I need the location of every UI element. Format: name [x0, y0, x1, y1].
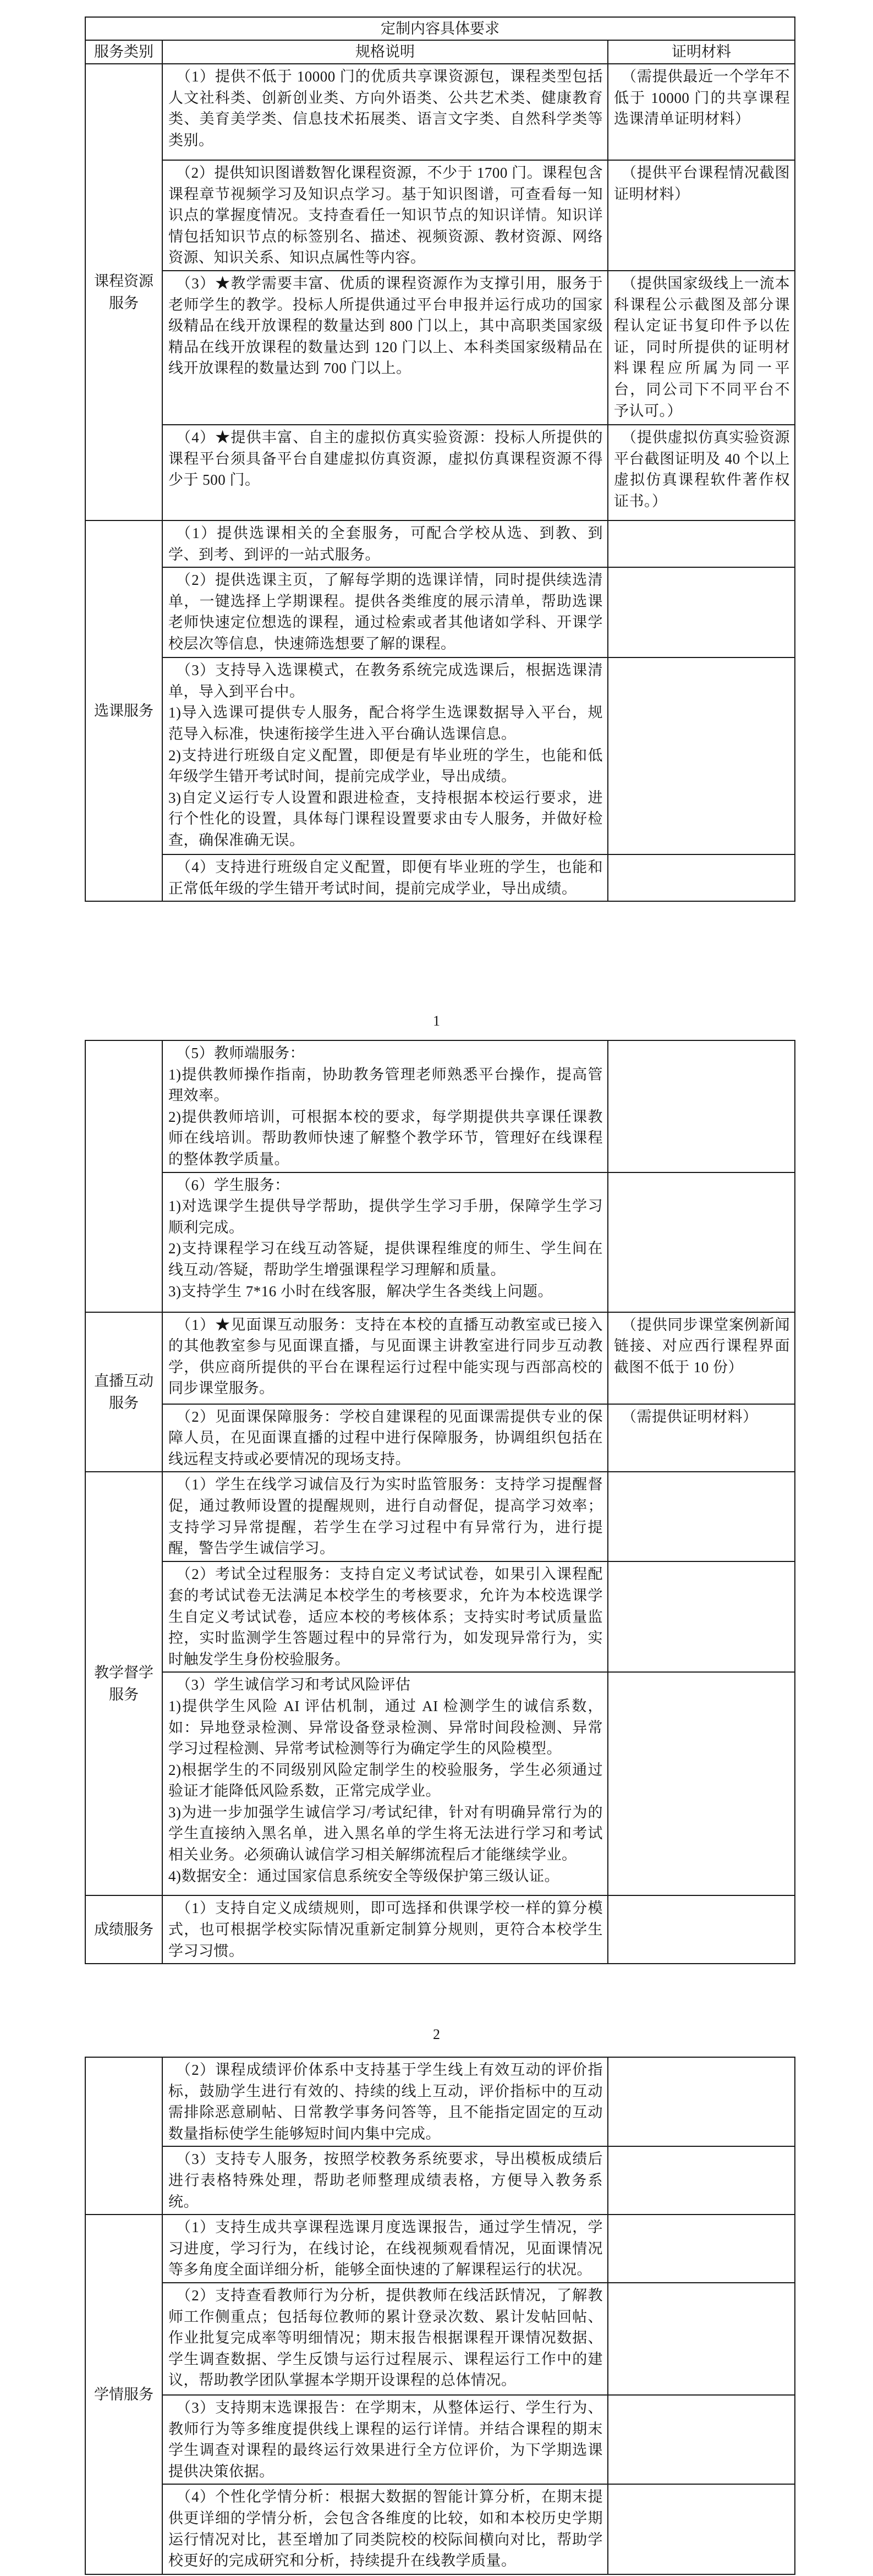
section-grades-continued — [86, 2058, 794, 2215]
category-cell: 成绩服务 — [86, 1896, 163, 1963]
table-row — [163, 1405, 794, 1472]
table-row — [163, 1313, 794, 1405]
table-row — [163, 2215, 794, 2283]
page-1-table — [85, 17, 795, 902]
table-row — [163, 568, 794, 658]
proof-cell — [608, 2147, 794, 2214]
col-header-category: 服务类别 — [86, 41, 163, 63]
spec-cell: （1）学生在线学习诚信及行为实时监管服务：支持学习提醒督促，通过教师设置的提醒规则，进行自动督促，提高学习效率；支持学习异常提醒，若学生在学习过程中有异常行为，进行提醒，警告学生诚信学习。 — [163, 1472, 608, 1561]
table-row — [163, 1173, 794, 1312]
spec-cell: （2）见面课保障服务：学校自建课程的见面课需提供专业的保障人员，在见面课直播的过程中进行保障服务，协调组织包括在线远程支持或必要情况的现场支持。 — [163, 1405, 608, 1472]
spec-cell: （2）提供知识图谱数智化课程资源，不少于 1700 门。课程包含课程章节视频学习及知识点学习。基于知识图谱，可查看每一知识点的掌握度情况。支持查看任一知识节点的知识详情。知识详情包括知识节点的标签别名、描述、视频资源、教材资源、网络资源、知识关系、知识点属性等内容。 — [163, 161, 608, 270]
category-cell: 学情服务 — [86, 2215, 163, 2574]
category-cell — [86, 1041, 163, 1312]
proof-cell — [608, 2215, 794, 2282]
proof-cell — [608, 1896, 794, 1963]
proof-cell — [608, 1041, 794, 1172]
proof-cell: （提供虚拟仿真实验资源平台截图证明及 40 个以上虚拟仿真课程软件著作权证书。） — [614, 429, 790, 509]
table-row — [163, 1472, 794, 1562]
proof-cell: （提供国家级线上一流本科课程公示截图及部分课程认定证书复印件予以佐证，同时所提供的证明材料课程应所属为同一平台，同公司下不同平台不予认可。） — [614, 275, 790, 419]
spec-cell: （3）支持专人服务，按照学校教务系统要求，导出模板成绩后进行表格特殊处理，帮助老师整理成绩表格，方便导入教务系统。 — [163, 2147, 608, 2214]
proof-cell — [608, 2396, 794, 2484]
table-row — [163, 425, 794, 520]
table-row — [163, 2058, 794, 2147]
spec-cell: （2）提供选课主页，了解每学期的选课详情，同时提供续选清单，一键选择上学期课程。提供各类维度的展示清单，帮助选课老师快速定位想选的课程，通过检索或者其他诸如学科、开课学校层次等信息，快速筛选想要了解的课程。 — [163, 568, 608, 657]
table-row — [163, 855, 794, 901]
col-header-evidence: 证明材料 — [672, 43, 731, 60]
section-live-interaction — [86, 1313, 794, 1473]
proof-cell — [608, 855, 794, 901]
proof-cell — [608, 2485, 794, 2574]
table-row — [163, 271, 794, 425]
proof-cell — [608, 1173, 794, 1312]
spec-cell: （4）个性化学情分析：根据大数据的智能计算分析，在期末提供更详细的学情分析，会包含各维度的比较，如和本校历史学期运行情况对比，甚至增加了同类院校的校际间横向对比，帮助学校更好的完成研究和分析，持续提升在线教学质量。 — [163, 2485, 608, 2574]
category-cell: 选课服务 — [86, 521, 163, 901]
section-course-selection-continued — [86, 1041, 794, 1313]
table-row — [163, 658, 794, 855]
section-course-resources — [86, 64, 794, 521]
spec-cell: （1）提供选课相关的全套服务，可配合学校从选、到教、到学、到考、到评的一站式服务。 — [163, 521, 608, 567]
proof-cell — [608, 2058, 794, 2146]
spec-cell: （3）★教学需要丰富、优质的课程资源作为支撑引用，服务于老师学生的教学。投标人所提供通过平台申报并运行成功的国家级精品在线开放课程的数量达到 800 门以上，其中高职类国家级精品在线开放课程的数量达到 120 门以上、本科类国家级精品在线开放课程的数量达到 700 门以上。 — [163, 271, 608, 424]
table-row — [163, 1673, 794, 1895]
spec-cell: （3）支持导入选课模式，在教务系统完成选课后，根据选课清单，导入到平台中。 1)导入选课可提供专人服务，配合将学生选课数据导入平台，规范导入标准，快速衔接学生进入平台确认选课信息。 2)支持进行班级自定义配置，即便是有毕业班的学生，也能和低年级学生错开考试时间，提前完成学业，导出成绩。 3)自定义运行专人设置和跟进检查，支持根据本校运行要求，进行个性化的设置，具体每门课程设置要求由专人服务，并做好检查，确保准确无误。 — [163, 658, 608, 854]
col-header-spec: 规格说明 — [163, 41, 608, 63]
category-cell: 教学督学服务 — [86, 1472, 163, 1895]
page-2-table — [85, 1040, 795, 1964]
page-number: 2 — [433, 2026, 440, 2042]
proof-cell — [608, 1673, 794, 1895]
spec-cell: （1）支持自定义成绩规则，即可选择和供课学校一样的算分模式，也可根据学校实际情况重新定制算分规则，更符合本校学生学习习惯。 — [163, 1896, 608, 1963]
section-learning-analytics — [86, 2215, 794, 2574]
spec-cell: （1）提供不低于 10000 门的优质共享课资源包，课程类型包括人文社科类、创新创业类、方向外语类、公共艺术类、健康教育类、美育美学类、信息技术拓展类、语言文字类、自然科学类等类别。 — [163, 64, 608, 160]
proof-cell — [608, 1472, 794, 1561]
spec-cell: （3）支持期末选课报告：在学期末，从整体运行、学生行为、教师行为等多维度提供线上课程的运行详情。并结合课程的期末学生调查对课程的最终运行效果进行全方位评价，为下学期选课提供决策依据。 — [163, 2396, 608, 2484]
proof-cell: （需提供证明材料） — [622, 1408, 758, 1425]
section-course-selection — [86, 521, 794, 901]
spec-cell: （5）教师端服务： 1)提供教师操作指南，协助教务管理老师熟悉平台操作，提高管理效率。 2)提供教师培训，可根据本校的要求，每学期提供共享课任课教师在线培训。帮助教师快速了解整个教学环节，管理好在线课程的整体教学质量。 — [163, 1041, 608, 1172]
spec-cell: （3）学生诚信学习和考试风险评估 1)提供学生风险 AI 评估机制，通过 AI 检测学生的诚信系数，如：异地登录检测、异常设备登录检测、异常时间段检测、异常学习过程检测、异常考试检测等行为确定学生的风险模型。 2)根据学生的不同级别风险定制学生的校验服务，学生必须通过验证才能降低风险系数，正常完成学业。 3)为进一步加强学生诚信学习/考试纪律，针对有明确异常行为的学生直接纳入黑名单，进入黑名单的学生将无法进行学习和考试相关业务。必须确认诚信学习相关解绑流程后才能继续学业。 4)数据安全：通过国家信息系统安全等级保护第三级认证。 — [163, 1673, 608, 1895]
spec-cell: （2）课程成绩评价体系中支持基于学生线上有效互动的评价指标，鼓励学生进行有效的、持续的线上互动，评价指标中的互动需排除恶意刷帖、日常教学事务问答等，且不能指定固定的互动数量指标使学生能够短时间内集中完成。 — [163, 2058, 608, 2146]
category-cell: 直播互动服务 — [86, 1313, 163, 1472]
table-row — [163, 521, 794, 568]
table-row — [163, 1041, 794, 1173]
table-row — [163, 2283, 794, 2396]
proof-cell: （提供同步课堂案例新闻链接、对应西行课程界面截图不低于 10 份） — [614, 1316, 790, 1375]
table-row — [163, 1896, 794, 1963]
proof-cell — [608, 521, 794, 567]
section-grades — [86, 1896, 794, 1963]
table-row — [163, 2485, 794, 2574]
proof-cell: （需提供最近一个学年不低于 10000 门的共享课程选课清单证明材料） — [614, 68, 790, 128]
proof-cell — [608, 1562, 794, 1671]
spec-cell: （2）支持查看教师行为分析，提供教师在线活跃情况，了解教师工作侧重点；包括每位教师的累计登录次数、累计发帖回帖、作业批复完成率等明细情况；期末报告根据课程开课情况数据、学生调查数据、学生反馈与运行过程展示、课程运行工作中的建议，帮助教学团队掌握本学期开设课程的总体情况。 — [163, 2283, 608, 2394]
spec-cell: （2）考试全过程服务：支持自定义考试试卷，如果引入课程配套的考试试卷无法满足本校学生的考核要求，允许为本校选课学生自定义考试试卷，适应本校的考核体系；支持实时考试质量监控，实时监测学生答题过程中的异常行为，如发现异常行为，实时触发学生身份校验服务。 — [163, 1562, 608, 1671]
table-title: 定制内容具体要求 — [86, 18, 794, 41]
spec-cell: （1）★见面课互动服务：支持在本校的直播互动教室或已接入的其他教室参与见面课直播，与见面课主讲教室进行同步互动教学，供应商所提供的平台在课程运行过程中能实现与西部高校的同步课堂服务。 — [163, 1313, 608, 1404]
category-cell — [86, 2058, 163, 2214]
proof-cell — [608, 568, 794, 657]
spec-cell: （4）★提供丰富、自主的虚拟仿真实验资源：投标人所提供的课程平台须具备平台自建虚拟仿真资源，虚拟仿真课程资源不得少于 500 门。 — [163, 425, 608, 520]
proof-cell — [608, 658, 794, 854]
table-row — [163, 161, 794, 271]
table-row — [163, 2147, 794, 2214]
table-row — [163, 1562, 794, 1673]
table-row — [163, 2396, 794, 2485]
table-row — [163, 64, 794, 161]
spec-cell: （4）支持进行班级自定义配置，即便有毕业班的学生，也能和正常低年级的学生错开考试时间，提前完成学业，导出成绩。 — [163, 855, 608, 901]
spec-cell: （1）支持生成共享课程选课月度选课报告，通过学生情况，学习进度，学习行为，在线讨论，在线视频观看情况，见面课情况等多角度全面详细分析，能够全面快速的了解课程运行的状况。 — [163, 2215, 608, 2282]
table-header — [86, 41, 794, 64]
category-cell: 课程资源服务 — [86, 64, 163, 520]
section-teaching-supervision — [86, 1472, 794, 1896]
page-number: 1 — [433, 1013, 440, 1029]
page-3-table — [85, 2057, 795, 2575]
proof-cell: （提供平台课程情况截图证明材料） — [614, 165, 790, 202]
proof-cell — [608, 2283, 794, 2394]
spec-cell: （6）学生服务： 1)对选课学生提供导学帮助，提供学生学习手册，保障学生学习顺利完成。 2)支持课程学习在线互动答疑，提供课程维度的师生、学生间在线互动/答疑，帮助学生增强课程学习理解和质量。 3)支持学生 7*16 小时在线客服，解决学生各类线上问题。 — [163, 1173, 608, 1312]
